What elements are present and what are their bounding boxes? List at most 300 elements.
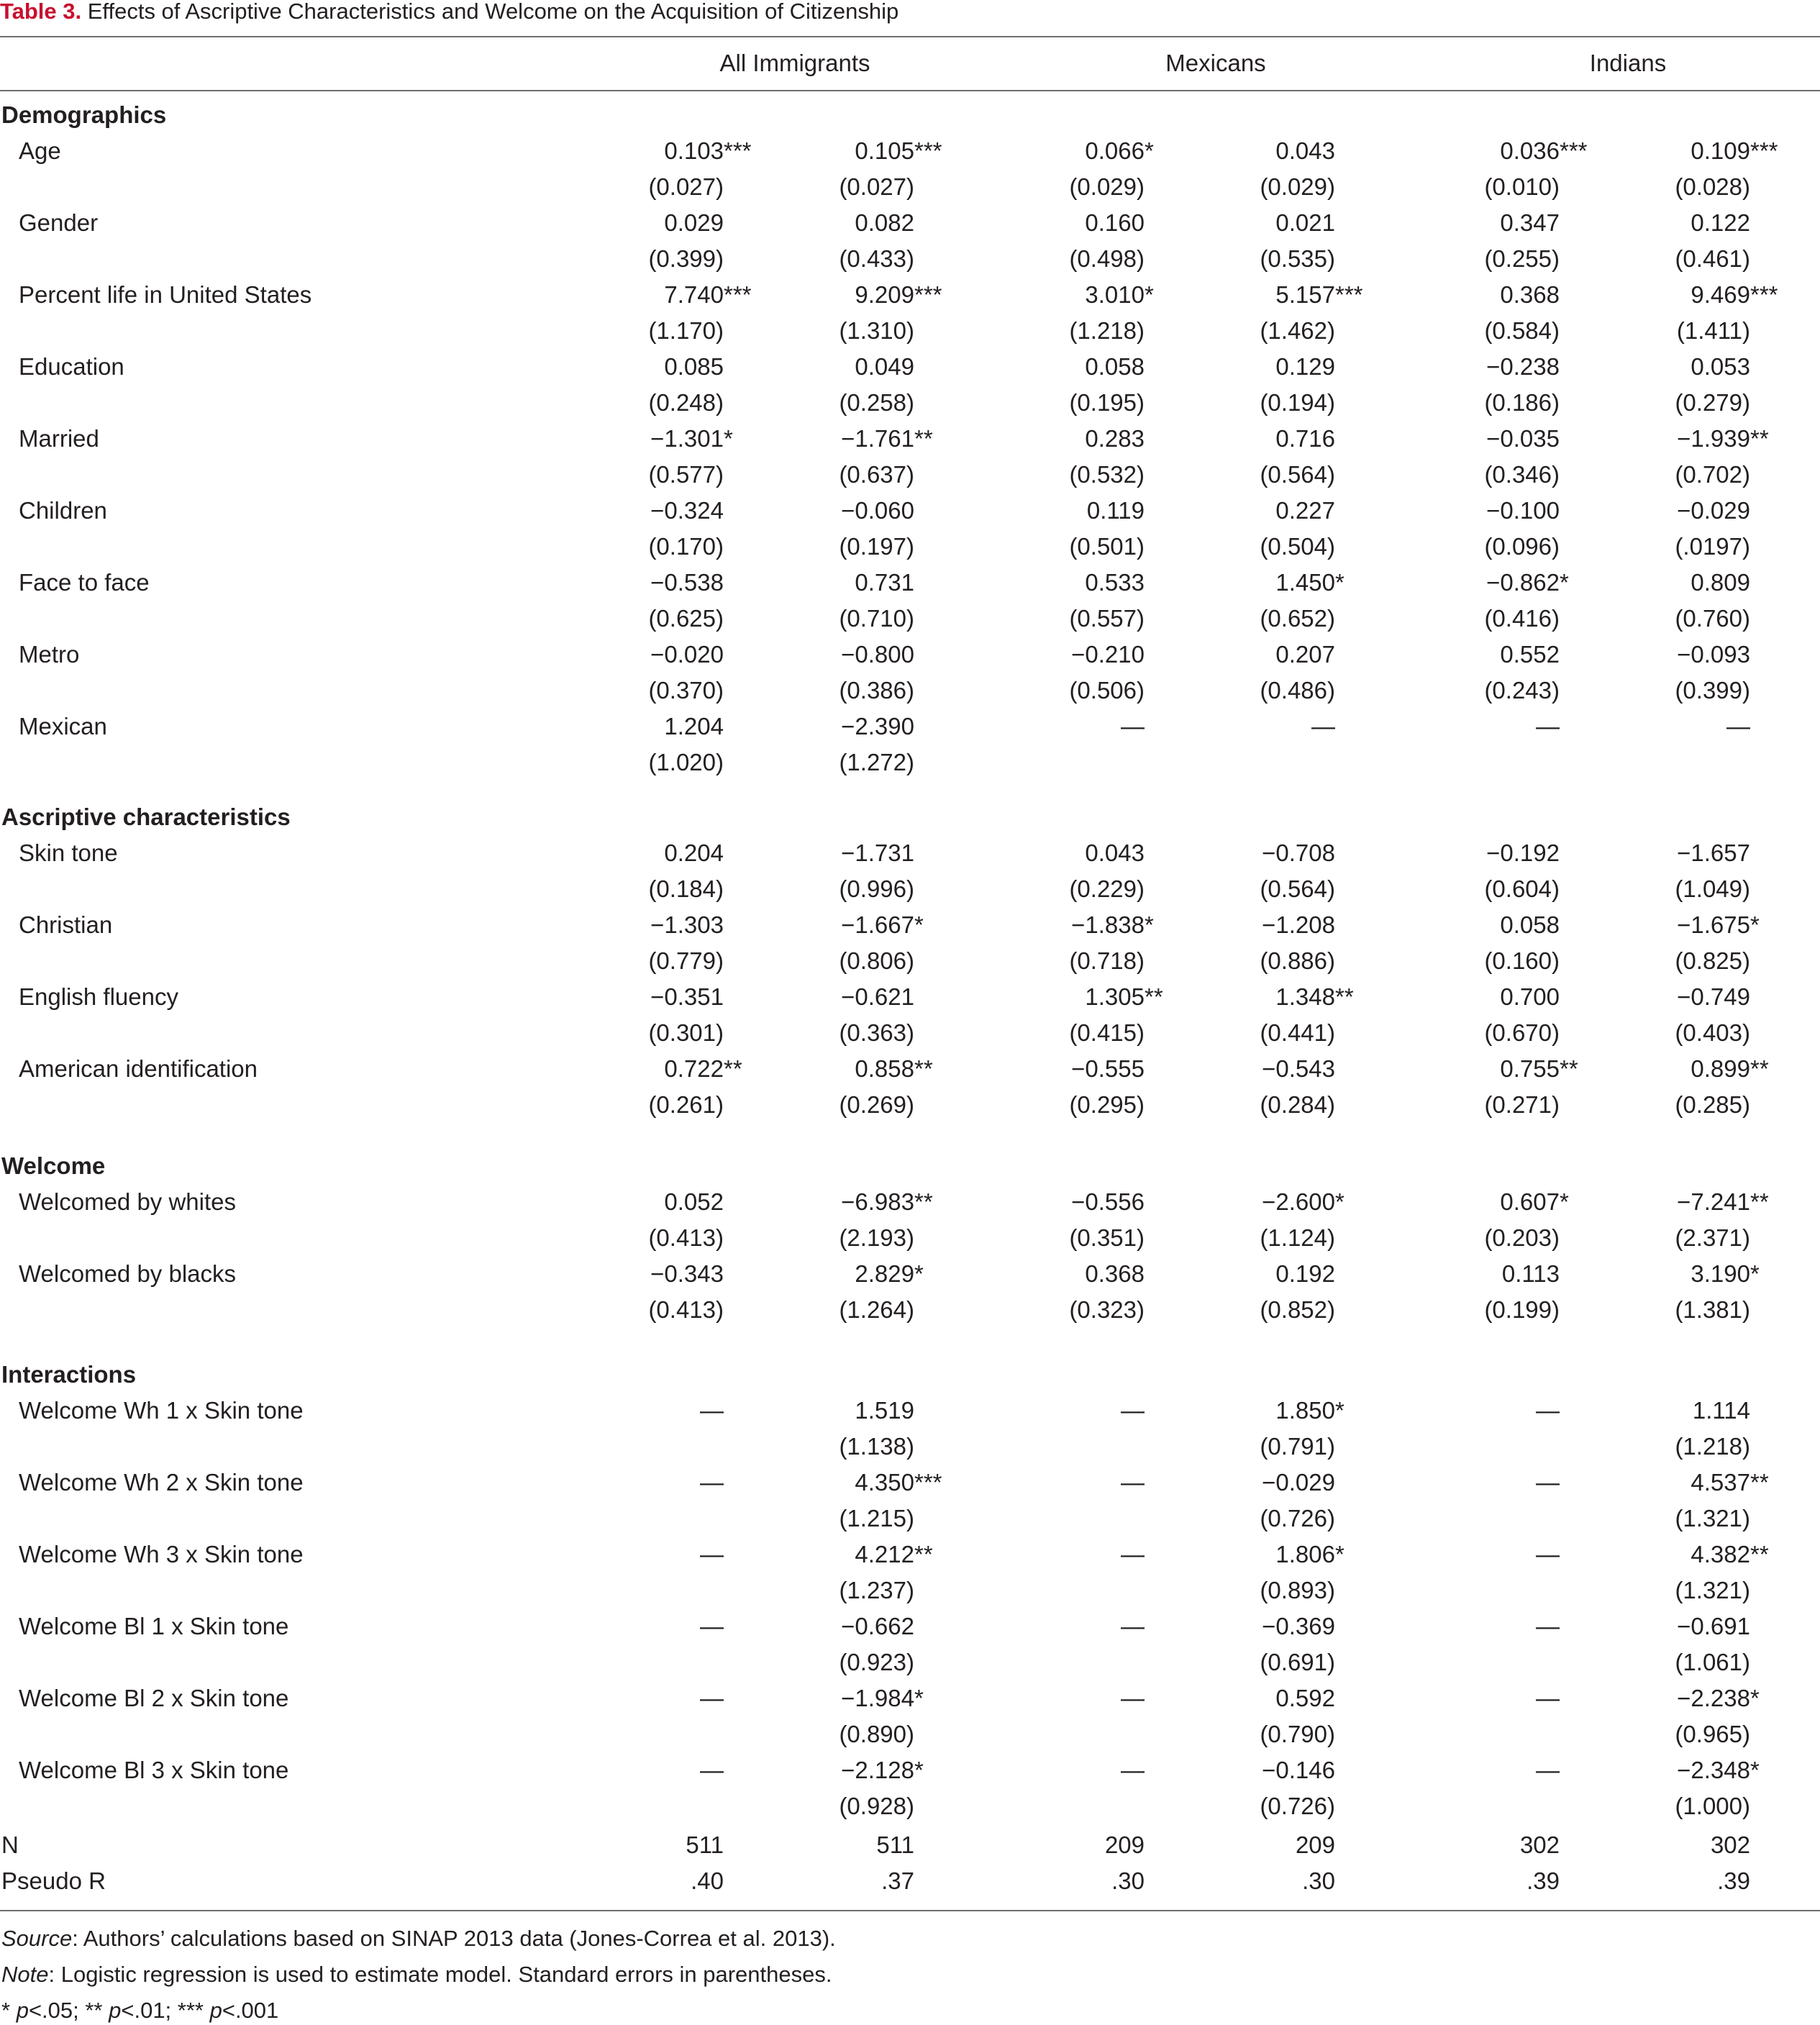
cell-value: −0.369	[1262, 1613, 1335, 1639]
cell-value: (0.027)	[839, 173, 914, 200]
table-number: Table 3.	[0, 0, 82, 24]
cell-value: 9.209	[855, 281, 914, 308]
sig-text: <.001	[222, 1998, 279, 2023]
cell-value: −0.060	[841, 497, 914, 524]
cell-value: −0.210	[1071, 641, 1145, 668]
cell-value: (0.790)	[1260, 1721, 1335, 1747]
cell-value: (0.779)	[648, 947, 724, 974]
cell-value: 4.212	[855, 1541, 914, 1567]
cell-value: 0.052	[664, 1188, 724, 1215]
cell-value: 0.129	[1275, 353, 1335, 380]
cell-value: 1.204	[664, 713, 724, 740]
cell-value: −0.100	[1486, 497, 1560, 524]
significance-stars: **	[1750, 425, 1769, 452]
cell-value: 9.469	[1691, 281, 1750, 308]
cell-value: −0.324	[650, 497, 724, 524]
cell-value: (0.670)	[1484, 1019, 1560, 1046]
cell-value: 1.850	[1275, 1397, 1335, 1424]
cell-value: (0.557)	[1069, 605, 1145, 632]
cell-value: (0.197)	[839, 533, 914, 560]
cell-value: (0.710)	[839, 605, 914, 632]
cell-value: (0.403)	[1675, 1019, 1750, 1046]
sig-text: *	[1, 1998, 17, 2023]
cell-value: (0.363)	[839, 1019, 914, 1046]
cell-value: 4.382	[1691, 1541, 1750, 1567]
cell-value: (0.416)	[1484, 605, 1560, 632]
footer-row-label: Pseudo R	[1, 1867, 106, 1894]
cell-value: −0.238	[1486, 353, 1560, 380]
cell-value: (0.010)	[1484, 173, 1560, 200]
cell-value: (1.321)	[1675, 1505, 1750, 1532]
cell-value: (0.501)	[1069, 533, 1145, 560]
cell-value: 0.552	[1500, 641, 1560, 668]
cell-value: −1.675	[1677, 911, 1750, 938]
cell-value: 0.029	[664, 209, 724, 236]
cell-value: —	[1536, 1541, 1560, 1567]
significance-stars: **	[1750, 1469, 1769, 1496]
cell-value: −0.543	[1262, 1055, 1335, 1082]
source-label: Source	[1, 1926, 73, 1951]
cell-value: 0.899	[1691, 1055, 1750, 1082]
significance-stars: ***	[914, 1469, 942, 1496]
cell-value: 0.085	[664, 353, 724, 380]
cell-value: (0.029)	[1069, 173, 1145, 200]
significance-stars: *	[914, 1757, 924, 1783]
cell-value: (0.825)	[1675, 947, 1750, 974]
cell-value: 0.755	[1500, 1055, 1560, 1082]
cell-value: —	[1726, 713, 1750, 740]
source-text: : Authors’ calculations based on SINAP 2013 data (Jones-Correa et al. 2013).	[72, 1926, 836, 1951]
cell-value: (0.029)	[1260, 173, 1335, 200]
cell-value: −1.208	[1262, 911, 1335, 938]
cell-value: —	[700, 1757, 724, 1783]
cell-value: 5.157	[1275, 281, 1335, 308]
cell-value: (1.218)	[1675, 1433, 1750, 1460]
sig-text: <.01; ***	[121, 1998, 210, 2023]
significance-stars: *	[1335, 569, 1344, 596]
significance-stars: *	[914, 1260, 924, 1287]
cell-value: (0.577)	[648, 461, 724, 488]
cell-value: 0.368	[1500, 281, 1560, 308]
cell-value: 0.731	[855, 569, 914, 596]
cell-value: (0.886)	[1260, 947, 1335, 974]
cell-value: 0.160	[1085, 209, 1145, 236]
row-label: Welcome Bl 3 x Skin tone	[19, 1757, 289, 1783]
cell-value: 0.058	[1500, 911, 1560, 938]
cell-value: (1.310)	[839, 317, 914, 344]
significance-stars: **	[1560, 1055, 1578, 1082]
cell-value: (0.637)	[839, 461, 914, 488]
cell-value: .30	[1302, 1867, 1335, 1894]
cell-value: .40	[691, 1867, 724, 1894]
cell-value: (0.486)	[1260, 677, 1335, 704]
row-label: Percent life in United States	[19, 281, 312, 308]
row-label: Welcome Wh 2 x Skin tone	[19, 1469, 304, 1496]
cell-value: (0.243)	[1484, 677, 1560, 704]
cell-value: 1.450	[1275, 569, 1335, 596]
cell-value: (0.413)	[648, 1296, 724, 1323]
significance-stars: *	[1335, 1188, 1344, 1215]
cell-value: −0.708	[1262, 839, 1335, 866]
significance-stars: *	[1750, 1260, 1760, 1287]
cell-value: (1.138)	[839, 1433, 914, 1460]
cell-value: −1.301	[650, 425, 724, 452]
section-header: Demographics	[1, 101, 167, 128]
footer-row-label: N	[1, 1831, 19, 1858]
significance-stars: *	[1750, 1757, 1760, 1783]
bottom-rule	[0, 1910, 1820, 1911]
significance-stars: **	[1750, 1055, 1769, 1082]
cell-value: 3.010	[1085, 281, 1145, 308]
cell-value: 0.119	[1086, 497, 1145, 524]
cell-value: —	[1121, 1469, 1145, 1496]
cell-value: 209	[1295, 1831, 1335, 1858]
cell-value: (0.702)	[1675, 461, 1750, 488]
cell-value: (0.564)	[1260, 461, 1335, 488]
section-header: Ascriptive characteristics	[1, 804, 291, 830]
cell-value: 0.700	[1500, 983, 1560, 1010]
cell-value: 0.283	[1085, 425, 1145, 452]
cell-value: 1.305	[1085, 983, 1145, 1010]
cell-value: (0.535)	[1260, 245, 1335, 272]
column-header-mexicans: Mexicans	[1165, 50, 1266, 76]
significance-stars: *	[914, 1685, 924, 1711]
cell-value: (0.890)	[839, 1721, 914, 1747]
sig-text: <.05; **	[28, 1998, 109, 2023]
cell-value: −0.020	[650, 641, 724, 668]
cell-value: (1.381)	[1675, 1296, 1750, 1323]
cell-value: 209	[1104, 1831, 1145, 1858]
row-label: Welcome Bl 1 x Skin tone	[19, 1613, 289, 1639]
cell-value: (0.399)	[1675, 677, 1750, 704]
cell-value: 0.082	[855, 209, 914, 236]
cell-value: (1.170)	[648, 317, 724, 344]
cell-value: −1.731	[841, 839, 914, 866]
cell-value: —	[1536, 1397, 1560, 1424]
cell-value: (0.271)	[1484, 1091, 1560, 1118]
cell-value: −2.238	[1677, 1685, 1750, 1711]
significance-stars: *	[724, 425, 733, 452]
row-label: Children	[19, 497, 107, 524]
row-label: Welcomed by whites	[19, 1188, 237, 1215]
cell-value: (0.258)	[839, 389, 914, 416]
cell-value: 1.519	[855, 1397, 914, 1424]
cell-value: (0.923)	[839, 1649, 914, 1675]
cell-value: 302	[1519, 1831, 1560, 1858]
cell-value: (.0197)	[1675, 533, 1750, 560]
cell-value: 0.058	[1085, 353, 1145, 380]
cell-value: 1.806	[1275, 1541, 1335, 1567]
significance-stars: **	[1750, 1188, 1769, 1215]
cell-value: −0.800	[841, 641, 914, 668]
cell-value: 0.368	[1085, 1260, 1145, 1287]
cell-value: —	[1121, 1397, 1145, 1424]
source-note	[1, 1924, 836, 1953]
cell-value: (0.028)	[1675, 173, 1750, 200]
cell-value: (1.218)	[1069, 317, 1145, 344]
cell-value: −1.657	[1677, 839, 1750, 866]
cell-value: (0.441)	[1260, 1019, 1335, 1046]
cell-value: 2.829	[855, 1260, 914, 1287]
significance-stars: *	[1750, 911, 1760, 938]
section-header: Interactions	[1, 1361, 137, 1388]
sig-p: p	[109, 1998, 122, 2023]
cell-value: 0.021	[1275, 209, 1335, 236]
cell-value: 0.809	[1691, 569, 1750, 596]
cell-value: —	[1536, 1685, 1560, 1711]
cell-value: (0.195)	[1069, 389, 1145, 416]
cell-value: 0.049	[855, 353, 914, 380]
cell-value: —	[1121, 713, 1145, 740]
column-header-all-immigrants: All Immigrants	[719, 50, 870, 76]
significance-stars: **	[1145, 983, 1163, 1010]
cell-value: (0.203)	[1484, 1224, 1560, 1251]
cell-value: —	[700, 1685, 724, 1711]
cell-value: 0.053	[1691, 353, 1750, 380]
cell-value: (0.928)	[839, 1793, 914, 1819]
cell-value: 0.122	[1691, 209, 1750, 236]
cell-value: 302	[1710, 1831, 1750, 1858]
cell-value: (0.506)	[1069, 677, 1145, 704]
cell-value: 0.192	[1275, 1260, 1335, 1287]
cell-value: (0.248)	[648, 389, 724, 416]
row-label: Welcome Bl 2 x Skin tone	[19, 1685, 289, 1711]
significance-stars: **	[1750, 1541, 1769, 1567]
significance-stars: **	[724, 1055, 742, 1082]
cell-value: —	[1121, 1613, 1145, 1639]
cell-value: 0.716	[1275, 425, 1335, 452]
cell-value: (0.461)	[1675, 245, 1750, 272]
cell-value: (1.049)	[1675, 875, 1750, 902]
row-label: Married	[19, 425, 99, 452]
cell-value: −0.093	[1677, 641, 1750, 668]
cell-value: (0.893)	[1260, 1577, 1335, 1603]
cell-value: −2.128	[841, 1757, 914, 1783]
cell-value: −2.348	[1677, 1757, 1750, 1783]
cell-value: (1.462)	[1260, 317, 1335, 344]
cell-value: (2.193)	[839, 1224, 914, 1251]
cell-value: (0.285)	[1675, 1091, 1750, 1118]
table-title: Effects of Ascriptive Characteristics and Welcome on the Acquisition of Citizenship	[81, 0, 899, 24]
significance-stars: *	[1145, 911, 1154, 938]
cell-value: −0.351	[650, 983, 724, 1010]
cell-value: (2.371)	[1675, 1224, 1750, 1251]
cell-value: (0.279)	[1675, 389, 1750, 416]
cell-value: (0.564)	[1260, 875, 1335, 902]
cell-value: —	[1536, 1613, 1560, 1639]
cell-value: (0.996)	[839, 875, 914, 902]
cell-value: (0.323)	[1069, 1296, 1145, 1323]
cell-value: (1.264)	[839, 1296, 914, 1323]
significance-stars: ***	[1335, 281, 1363, 308]
cell-value: (0.261)	[648, 1091, 724, 1118]
cell-value: −1.939	[1677, 425, 1750, 452]
cell-value: —	[1121, 1685, 1145, 1711]
cell-value: 0.204	[664, 839, 724, 866]
cell-value: 7.740	[664, 281, 724, 308]
top-rule	[0, 36, 1820, 37]
cell-value: (0.965)	[1675, 1721, 1750, 1747]
significance-stars: ***	[724, 281, 752, 308]
cell-value: (0.027)	[648, 173, 724, 200]
cell-value: −0.555	[1071, 1055, 1145, 1082]
cell-value: −6.983	[841, 1188, 914, 1215]
cell-value: (0.652)	[1260, 605, 1335, 632]
significance-stars: *	[1335, 1541, 1344, 1567]
cell-value: (0.806)	[839, 947, 914, 974]
cell-value: −2.600	[1262, 1188, 1335, 1215]
cell-value: —	[700, 1397, 724, 1424]
cell-value: −1.303	[650, 911, 724, 938]
cell-value: −0.862	[1486, 569, 1560, 596]
significance-stars: ***	[1560, 137, 1588, 164]
significance-stars: **	[914, 1055, 933, 1082]
cell-value: 0.113	[1501, 1260, 1560, 1287]
cell-value: 0.103	[664, 137, 724, 164]
cell-value: 0.347	[1500, 209, 1560, 236]
cell-value: (0.184)	[648, 875, 724, 902]
cell-value: (0.852)	[1260, 1296, 1335, 1323]
cell-value: (0.295)	[1069, 1091, 1145, 1118]
row-label: Face to face	[19, 569, 150, 596]
note-text: : Logistic regression is used to estimate model. Standard errors in parentheses.	[48, 1962, 832, 1987]
significance-stars: ***	[1750, 281, 1778, 308]
cell-value: (0.718)	[1069, 947, 1145, 974]
cell-value: 0.109	[1691, 137, 1750, 164]
cell-value: .37	[881, 1867, 914, 1894]
significance-stars: *	[1560, 569, 1569, 596]
sig-p: p	[209, 1998, 222, 2023]
cell-value: (1.411)	[1676, 317, 1750, 344]
significance-stars: **	[914, 1188, 933, 1215]
cell-value: −0.192	[1486, 839, 1560, 866]
sig-p: p	[16, 1998, 29, 2023]
method-note	[1, 1960, 832, 1989]
row-label: Welcome Wh 1 x Skin tone	[19, 1397, 304, 1424]
cell-value: 0.207	[1275, 641, 1335, 668]
cell-value: (0.301)	[648, 1019, 724, 1046]
cell-value: −0.662	[841, 1613, 914, 1639]
significance-stars: ***	[1750, 137, 1778, 164]
cell-value: 0.533	[1085, 569, 1145, 596]
significance-stars: ***	[724, 137, 752, 164]
cell-value: —	[1536, 1469, 1560, 1496]
cell-value: (0.269)	[839, 1091, 914, 1118]
significance-stars: **	[914, 1541, 933, 1567]
cell-value: (1.215)	[839, 1505, 914, 1532]
cell-value: 1.348	[1275, 983, 1335, 1010]
cell-value: −0.035	[1486, 425, 1560, 452]
cell-value: (0.399)	[648, 245, 724, 272]
cell-value: 0.036	[1500, 137, 1560, 164]
row-label: Skin tone	[19, 839, 118, 866]
cell-value: (0.791)	[1260, 1433, 1335, 1460]
cell-value: (1.124)	[1260, 1224, 1335, 1251]
cell-value: −2.390	[841, 713, 914, 740]
section-header: Welcome	[1, 1152, 106, 1179]
row-label: Metro	[19, 641, 80, 668]
cell-value: (0.351)	[1069, 1224, 1145, 1251]
cell-value: −1.667	[841, 911, 914, 938]
cell-value: 1.114	[1692, 1397, 1750, 1424]
row-label: Christian	[19, 911, 113, 938]
note-label: Note	[1, 1962, 49, 1987]
cell-value: .39	[1717, 1867, 1750, 1894]
cell-value: 0.105	[855, 137, 914, 164]
cell-value: (0.370)	[648, 677, 724, 704]
row-label: American identification	[19, 1055, 258, 1082]
significance-note	[1, 1996, 278, 2025]
cell-value: −0.556	[1071, 1188, 1145, 1215]
cell-value: 0.607	[1500, 1188, 1560, 1215]
cell-value: —	[1121, 1541, 1145, 1567]
cell-value: (0.532)	[1069, 461, 1145, 488]
cell-value: −0.146	[1262, 1757, 1335, 1783]
cell-value: 0.043	[1275, 137, 1335, 164]
row-label: Welcome Wh 3 x Skin tone	[19, 1541, 304, 1567]
cell-value: (1.020)	[648, 749, 724, 775]
header-rule	[0, 90, 1820, 91]
cell-value: (0.413)	[648, 1224, 724, 1251]
cell-value: 4.537	[1691, 1469, 1750, 1496]
cell-value: 511	[876, 1831, 914, 1858]
cell-value: —	[1311, 713, 1335, 740]
cell-value: (0.255)	[1484, 245, 1560, 272]
cell-value: (0.199)	[1484, 1296, 1560, 1323]
cell-value: (0.760)	[1675, 605, 1750, 632]
cell-value: (0.096)	[1484, 533, 1560, 560]
significance-stars: **	[1335, 983, 1354, 1010]
cell-value: 0.043	[1085, 839, 1145, 866]
cell-value: 511	[686, 1831, 724, 1858]
cell-value: −7.241	[1677, 1188, 1750, 1215]
significance-stars: ***	[914, 281, 942, 308]
cell-value: —	[1121, 1757, 1145, 1783]
cell-value: (0.433)	[839, 245, 914, 272]
cell-value: 0.858	[855, 1055, 914, 1082]
cell-value: −1.761	[841, 425, 914, 452]
cell-value: −0.538	[650, 569, 724, 596]
significance-stars: *	[1750, 1685, 1760, 1711]
significance-stars: *	[1145, 281, 1154, 308]
cell-value: (0.284)	[1260, 1091, 1335, 1118]
cell-value: (0.726)	[1260, 1793, 1335, 1819]
cell-value: (0.229)	[1069, 875, 1145, 902]
cell-value: (1.321)	[1675, 1577, 1750, 1603]
significance-stars: *	[914, 911, 924, 938]
cell-value: (0.604)	[1484, 875, 1560, 902]
row-label: English fluency	[19, 983, 178, 1010]
cell-value: (0.726)	[1260, 1505, 1335, 1532]
significance-stars: ***	[914, 137, 942, 164]
cell-value: −0.029	[1677, 497, 1750, 524]
cell-value: −0.749	[1677, 983, 1750, 1010]
row-label: Mexican	[19, 713, 107, 740]
significance-stars: **	[914, 425, 933, 452]
cell-value: −0.029	[1262, 1469, 1335, 1496]
cell-value: 4.350	[855, 1469, 914, 1496]
cell-value: (0.194)	[1260, 389, 1335, 416]
row-label: Education	[19, 353, 124, 380]
cell-value: —	[1536, 713, 1560, 740]
row-label: Gender	[19, 209, 99, 236]
cell-value: (1.272)	[839, 749, 914, 775]
cell-value: .30	[1111, 1867, 1145, 1894]
cell-value: 3.190	[1691, 1260, 1750, 1287]
cell-value: (1.237)	[839, 1577, 914, 1603]
row-label: Welcomed by blacks	[19, 1260, 237, 1287]
significance-stars: *	[1560, 1188, 1569, 1215]
